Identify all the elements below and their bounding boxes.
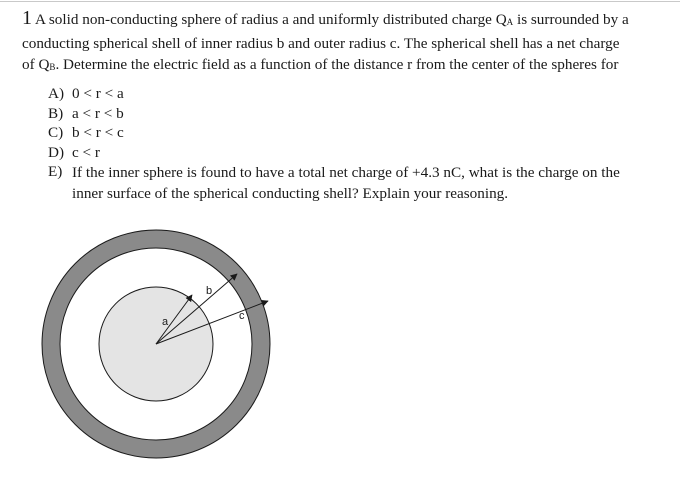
question-parts	[48, 84, 668, 204]
spheres-diagram	[40, 223, 280, 463]
label-a: a	[162, 316, 169, 328]
problem-text-3-end: . Determine the electric field as a function of the distance r from the center of the spheres for	[55, 56, 619, 73]
label-c: c	[239, 310, 245, 322]
part-label: C)	[48, 124, 64, 141]
problem-line-1	[22, 8, 672, 33]
part-label: E)	[48, 163, 63, 180]
problem-text-1: A solid non-conducting sphere of radius a and uniformly distributed charge Q	[34, 11, 507, 28]
problem-text-1-end: is surrounded by a	[513, 11, 629, 28]
subscript-a: A	[506, 17, 514, 27]
part-a	[48, 84, 668, 104]
part-d	[48, 143, 668, 163]
part-text: a < r < b	[72, 104, 124, 122]
subscript-b: B	[49, 62, 56, 72]
part-text: c < r	[72, 143, 100, 161]
part-label: A)	[48, 85, 65, 102]
part-text: b < r < c	[72, 124, 124, 141]
problem-statement	[22, 8, 672, 78]
part-text: 0 < r < a	[72, 85, 124, 102]
question-number: 1	[22, 7, 32, 29]
label-b: b	[206, 285, 213, 297]
part-c	[48, 123, 668, 143]
problem-line-3	[22, 54, 672, 78]
part-label: B)	[48, 104, 64, 122]
top-divider	[0, 1, 680, 2]
part-e	[48, 162, 668, 204]
part-text: If the inner sphere is found to have a total net charge of +4.3 nC, what is the charge on the inner surface of the spherical conducting shell? Explain your reasoning.	[72, 164, 620, 202]
part-label: D)	[48, 143, 65, 161]
problem-text-3-start: of Q	[22, 56, 50, 73]
part-b	[48, 104, 668, 124]
problem-line-2: conducting spherical shell of inner radius b and outer radius c. The spherical shell has a net charge	[22, 35, 620, 52]
